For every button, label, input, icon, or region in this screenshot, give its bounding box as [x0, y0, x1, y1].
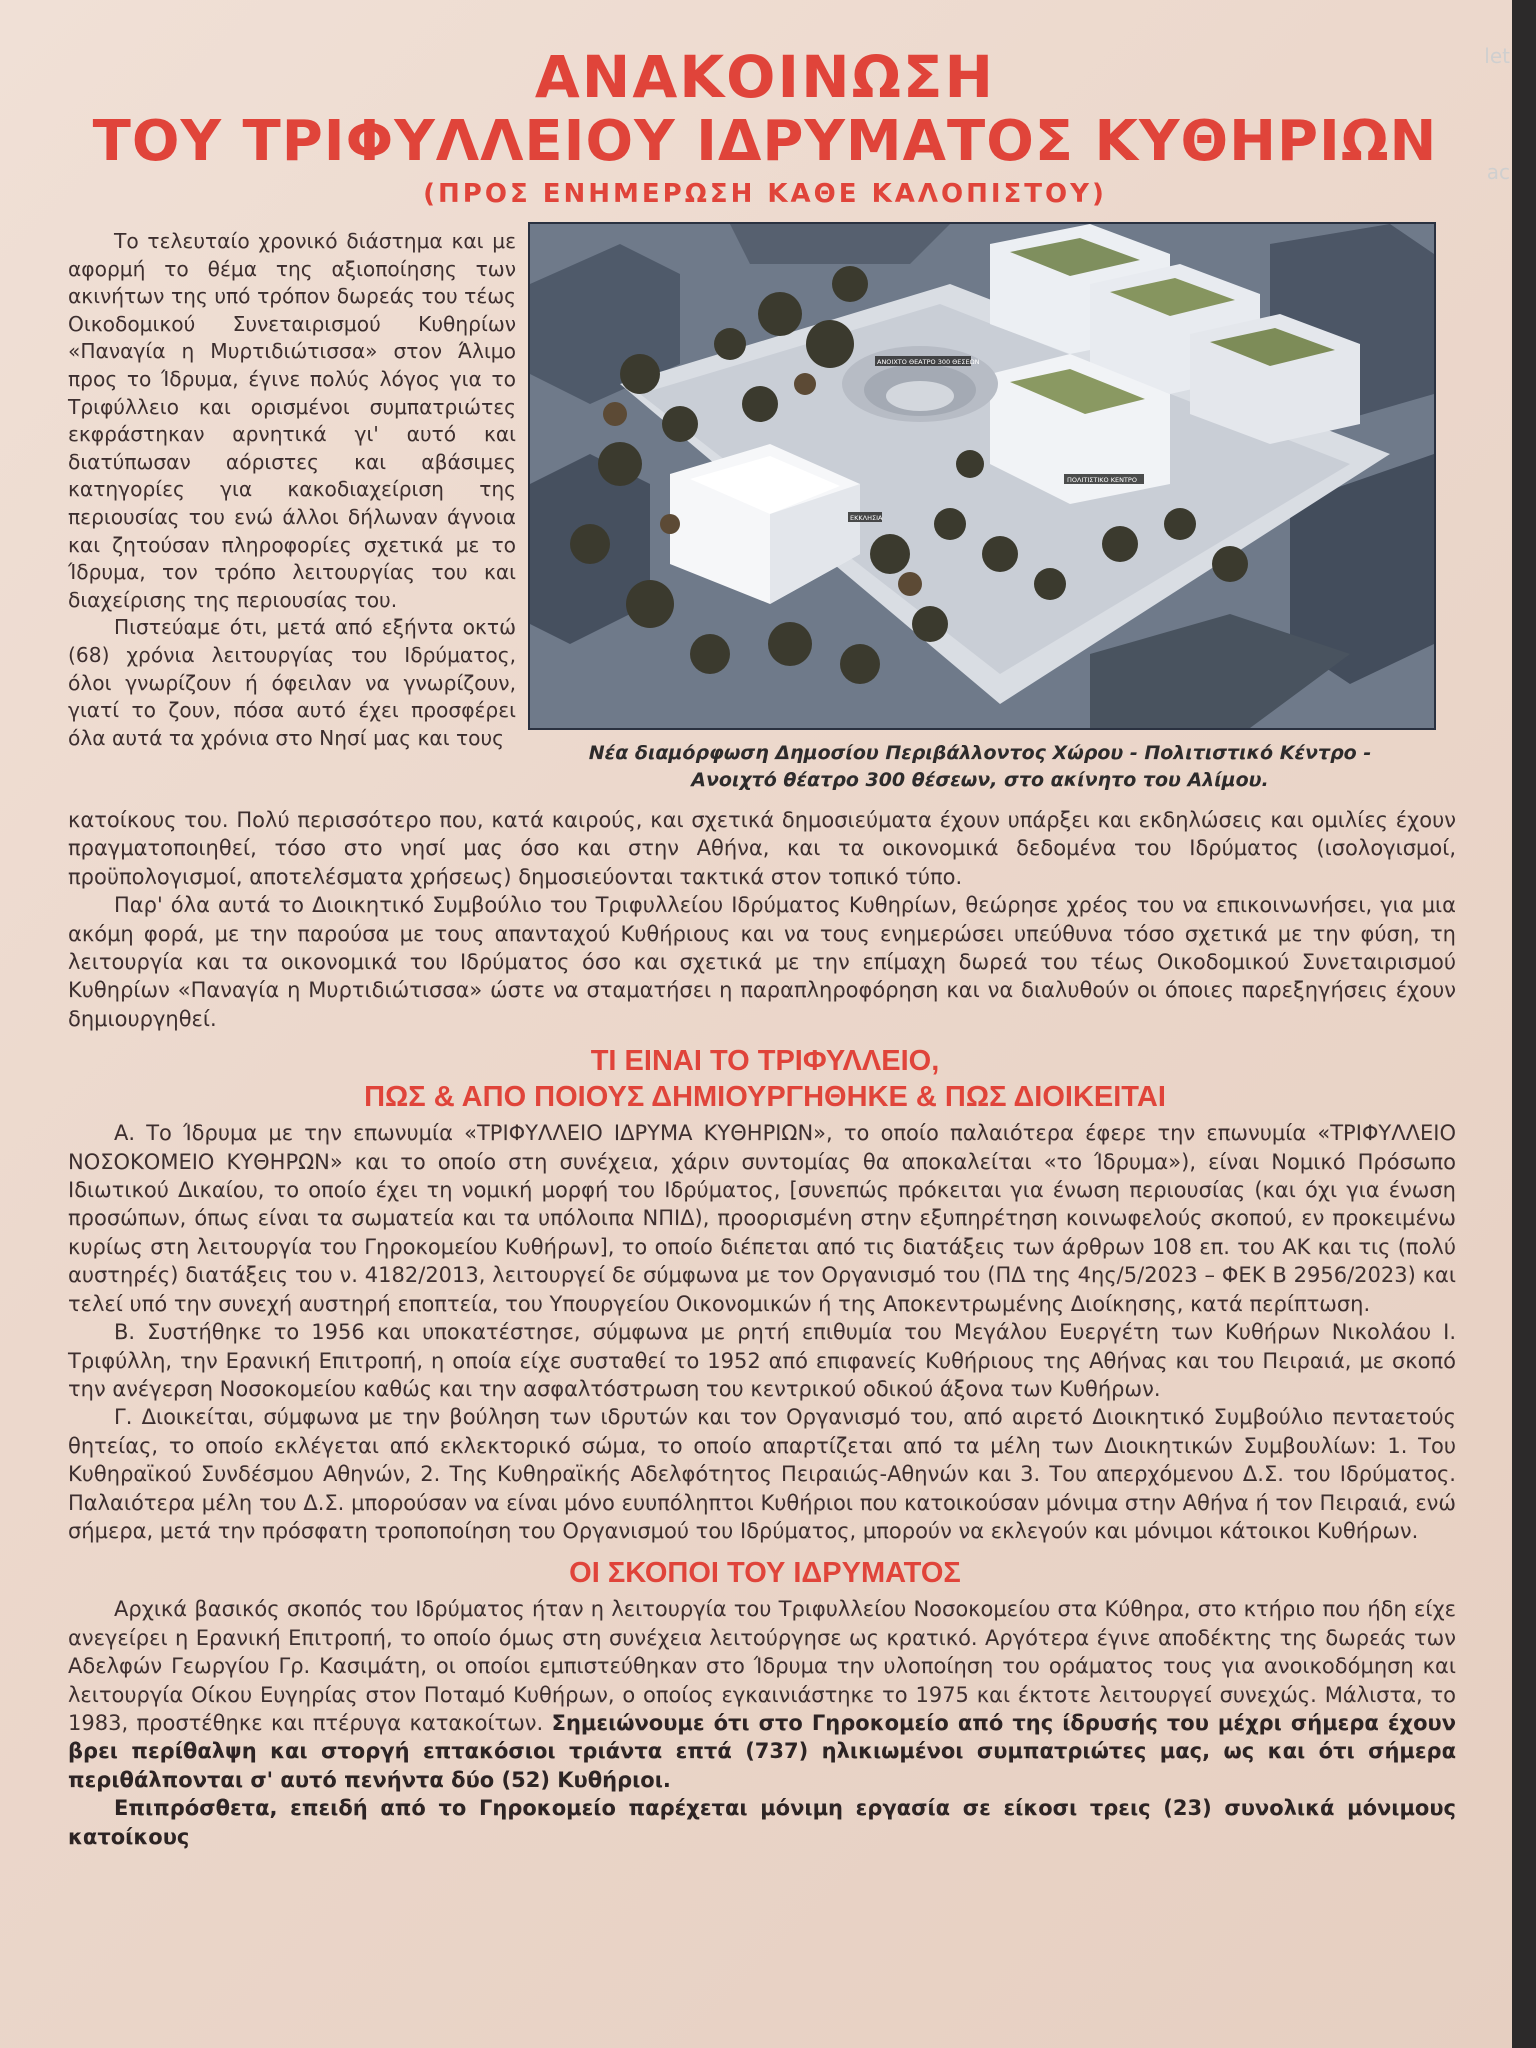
- caption-line: Νέα διαμόρφωση Δημοσίου Περιβάλλοντος Χώρου - Πολιτιστικό Κέντρο -: [588, 742, 1372, 764]
- section-heading-line: ΠΩΣ & ΑΠΟ ΠΟΙΟΥΣ ΔΗΜΙΟΥΡΓΗΘΗΚΕ & ΠΩΣ ΔΙΟΙΚΕΙΤΑΙ: [364, 1081, 1166, 1114]
- paragraph-b: Β. Συστήθηκε το 1956 και υποκατέστησε, σύμφωνα με ρητή επιθυμία του Μεγάλου Ευεργέτη των Κυθήρων Νικολάου Ι. Τριφύλλη, την Ερανική Επιτροπή, η οποία είχε συσταθεί το 1952 από επιφανείς Κυθήριους της Αθήνας και του Πειραιά, με σκοπό την ανέγερση Νοσοκομείου καθώς και την ασφαλτόστρωση του κεντρικού οδικού άξονα των Κυθήρων.: [68, 1320, 1456, 1401]
- theater-label: ΑΝΟΙΧΤΟ ΘΕΑΤΡΟ 300 ΘΕΣΕΩΝ: [877, 358, 980, 366]
- paragraph-a: Α. Το Ίδρυμα με την επωνυμία «ΤΡΙΦΥΛΛΕΙΟ ΙΔΡΥΜΑ ΚΥΘΗΡΙΩΝ», το οποίο παλαιότερα έφερε την επωνυμία «ΤΡΙΦΥΛΛΕΙΟ ΝΟΣΟΚΟΜΕΙΟ ΚΥΘΗΡΩΝ» και το οποίο στη συνέχεια, χάριν συντομίας θα αποκαλείται «το Ίδρυμα»), είναι Νομικό Πρόσωπο Ιδιωτικού Δικαίου, το οποίο έχει τη νομική μορφή του Ιδρύματος, [συνεπώς πρόκειται για ένωση περιουσίας (και όχι για ένωση προσώπων, όπως είναι τα σωματεία και τα υπόλοιπα ΝΠΙΔ), προορισμένη στην εξυπηρέτηση κοινωφελούς σκοπού, εν προκειμένω κυρίως στη λειτουργία του Γηροκομείου Κυθήρων], το οποίο διέπεται από τις διατάξεις των άρθρων 108 επ. του ΑΚ και τις (πολύ αυστηρές) διατάξεις του ν. 4182/2013, λειτουργεί δε σύμφωνα με τον Οργανισμό του (ΠΔ της 4ης/5/2023 – ΦΕΚ Β 2956/2023) και τελεί υπό την συνεχή αυστηρή εποπτεία, του Υπουργείου Οικονομικών ή της Αποκεντρωμένης Διοίκησης, κατά περίπτωση.: [68, 1121, 1456, 1316]
- intro-column: [68, 228, 516, 752]
- rendering-illustration: [530, 224, 1434, 728]
- architectural-rendering-image: [528, 222, 1436, 730]
- section-heading-purposes: ΟΙ ΣΚΟΠΟΙ ΤΟΥ ΙΔΡΥΜΑΤΟΣ: [569, 1557, 961, 1590]
- purposes-bold-paragraph: Επιπρόσθετα, επειδή από το Γηροκομείο παρέχεται μόνιμη εργασία σε είκοσι τρεις (23) συνολικά μόνιμους κατοίκους: [68, 1796, 1456, 1849]
- intro-paragraph-continued: κατοίκους του. Πολύ περισσότερο που, κατά καιρούς, και σχετικά δημοσιεύματα έχουν υπάρξει και εκδηλώσεις και ομιλίες έχουν πραγματοποιηθεί, τόσο στο νησί μας όσο και στην Αθήνα, και τα οικονομικά δεδομένα του Ιδρύματος (ισολογισμοί, προϋπολογισμοί, αποτελέσματα χρήσεως) δημοσιεύονται τακτικά στον τοπικό τύπο.: [68, 808, 1456, 889]
- intro-area: [58, 220, 1472, 806]
- edge-fragment: let: [1484, 44, 1510, 68]
- paragraph-c: Γ. Διοικείται, σύμφωνα με την βούληση των ιδρυτών και τον Οργανισμό του, από αιρετό Διοικητικό Συμβούλιο πενταετούς θητείας, το οποίο εκλέγεται από εκλεκτορικό σώμα, το οποίο απαρτίζεται από τα μέλη των Διοικητικών Συμβουλίων: 1. Του Κυθηραϊκού Συνδέσμου Αθηνών, 2. Της Κυθηραϊκής Αδελφότητος Πειραιώς-Αθηνών και 3. Του απερχόμενου Δ.Σ. του Ιδρύματος. Παλαιότερα μέλη του Δ.Σ. μπορούσαν να είναι μόνο ευυπόληπτοι Κυθήριοι που κατοικούσαν μόνιμα στην Αθήνα ή τον Πειραιά, ενώ σήμερα, μετά την πρόσφατη τροποποίηση του Οργανισμού του Ιδρύματος, μπορούν να εκλεγούν και μόνιμοι κάτοικοι Κυθήρων.: [68, 1405, 1456, 1543]
- section-heading-foundation: [58, 1043, 1472, 1115]
- caption-line: Ανοιχτό θέατρο 300 θέσεων, στο ακίνητο του Αλίμου.: [691, 769, 1269, 791]
- page-title: ΑΝΑΚΟΙΝΩΣΗ: [534, 43, 996, 111]
- purposes-text: Αρχικά βασικός σκοπός του Ιδρύματος ήταν η λειτουργία του Τριφυλλείου Νοσοκομείου στα Κύθηρα, στο κτήριο που ήδη είχε ανεγείρει η Ερανική Επιτροπή, το οποίο όμως στη συνέχεια λειτούργησε ως κρατικό. Αργότερα έγινε αποδέκτης της δωρεάς των Αδελφών Γεωργίου Γρ. Κασιμάτη, οι οποίοι εμπιστεύθηκαν στο Ίδρυμα την υλοποίηση του οράματος τους για ανοικοδόμηση και λειτουργία Οίκου Ευγηρίας στον Ποταμό Κυθήρων, ο οποίος εγκαινιάστηκε το 1975 και έκτοτε λειτουργεί συνεχώς. Μάλιστα, το 1983, προστέθηκε και πτέρυγα κατακοίτων.: [68, 1597, 1456, 1735]
- image-caption: [528, 740, 1432, 794]
- section-purposes-body: [68, 1595, 1456, 1851]
- section-foundation-body: [68, 1119, 1456, 1545]
- cultural-center-label: ΠΟΛΙΤΙΣΤΙΚΟ ΚΕΝΤΡΟ: [1067, 476, 1137, 484]
- church-label: ΕΚΚΛΗΣΙΑ: [850, 514, 883, 522]
- intro-paragraph: Πιστεύαμε ότι, μετά από εξήντα οκτώ (68) χρόνια λειτουργίας του Ιδρύματος, όλοι γνωρίζουν ή όφειλαν να γνωρίζουν, γιατί το ζουν, πόσα αυτό έχει προσφέρει όλα αυτά τα χρόνια στο Νησί μας και τους: [68, 615, 516, 750]
- purposes-bold-text: Σημειώνουμε ότι στο Γηροκομείο από της ίδρυσής του μέχρι σήμερα έχουν βρει περίθαλψη και στοργή επτακόσιοι τριάντα επτά (737) ηλικιωμένοι συμπατριώτες μας, ως και ότι σήμερα περιθάλπονται σ' αυτό πενήντα δύο (52) Κυθήριοι.: [68, 1710, 1456, 1792]
- page-title-line2: ΤΟΥ ΤΡΙΦΥΛΛΕΙΟΥ ΙΔΡΥΜΑΤΟΣ ΚΥΘΗΡΙΩΝ: [92, 109, 1438, 174]
- purposes-paragraph: [68, 1595, 1456, 1794]
- intro-paragraph: Το τελευταίο χρονικό διάστημα και με αφορμή το θέμα της αξιοποίησης των ακινήτων της υπό τρόπον δωρεάς του τέως Οικοδομικού Συνεταιρισμού Κυθηρίων «Παναγία η Μυρτιδιώτισσα» στον Άλιμο προς το Ίδρυμα, έγινε πολύς λόγος για το Τριφύλλειο και ορισμένοι συμπατριώτες εκφράστηκαν αρνητικά γι' αυτό και διατύπωσαν αόριστες και αβάσιμες κατηγορίες για κακοδιαχείριση της περιουσίας του ενώ άλλοι δήλωναν άγνοια και ζητούσαν πληροφορίες σχετικά με το Ίδρυμα, τον τρόπο λειτουργίας του και διαχείρισης της περιουσίας του.: [68, 229, 516, 612]
- section-heading-line: ΤΙ ΕΙΝΑΙ ΤΟ ΤΡΙΦΥΛΛΕΙΟ,: [590, 1045, 940, 1078]
- intro-continuation: [68, 806, 1456, 1033]
- intro-paragraph: Παρ' όλα αυτά το Διοικητικό Συμβούλιο του Τριφυλλείου Ιδρύματος Κυθηρίων, θεώρησε χρέος του να επικοινωνήσει, για μια ακόμη φορά, με την παρούσα με τους απανταχού Κυθήριους και να τους ενημερώσει υπεύθυνα τόσο σχετικά με την φύση, τη λειτουργία και τα οικονομικά του Ιδρύματος όσο και σχετικά με την επίμαχη δωρεά του τέως Οικοδομικού Συνεταιρισμού Κυθηρίων «Παναγία η Μυρτιδιώτισσα» ώστε να σταματήσει η παραπληροφόρηση και να διαλυθούν οι όποιες παρεξηγήσεις έχουν δημιουργηθεί.: [68, 893, 1456, 1031]
- edge-fragment: ac: [1486, 160, 1510, 184]
- page-subtitle: (ΠΡΟΣ ΕΝΗΜΕΡΩΣΗ ΚΑΘΕ ΚΑΛΟΠΙΣΤΟΥ): [423, 179, 1107, 209]
